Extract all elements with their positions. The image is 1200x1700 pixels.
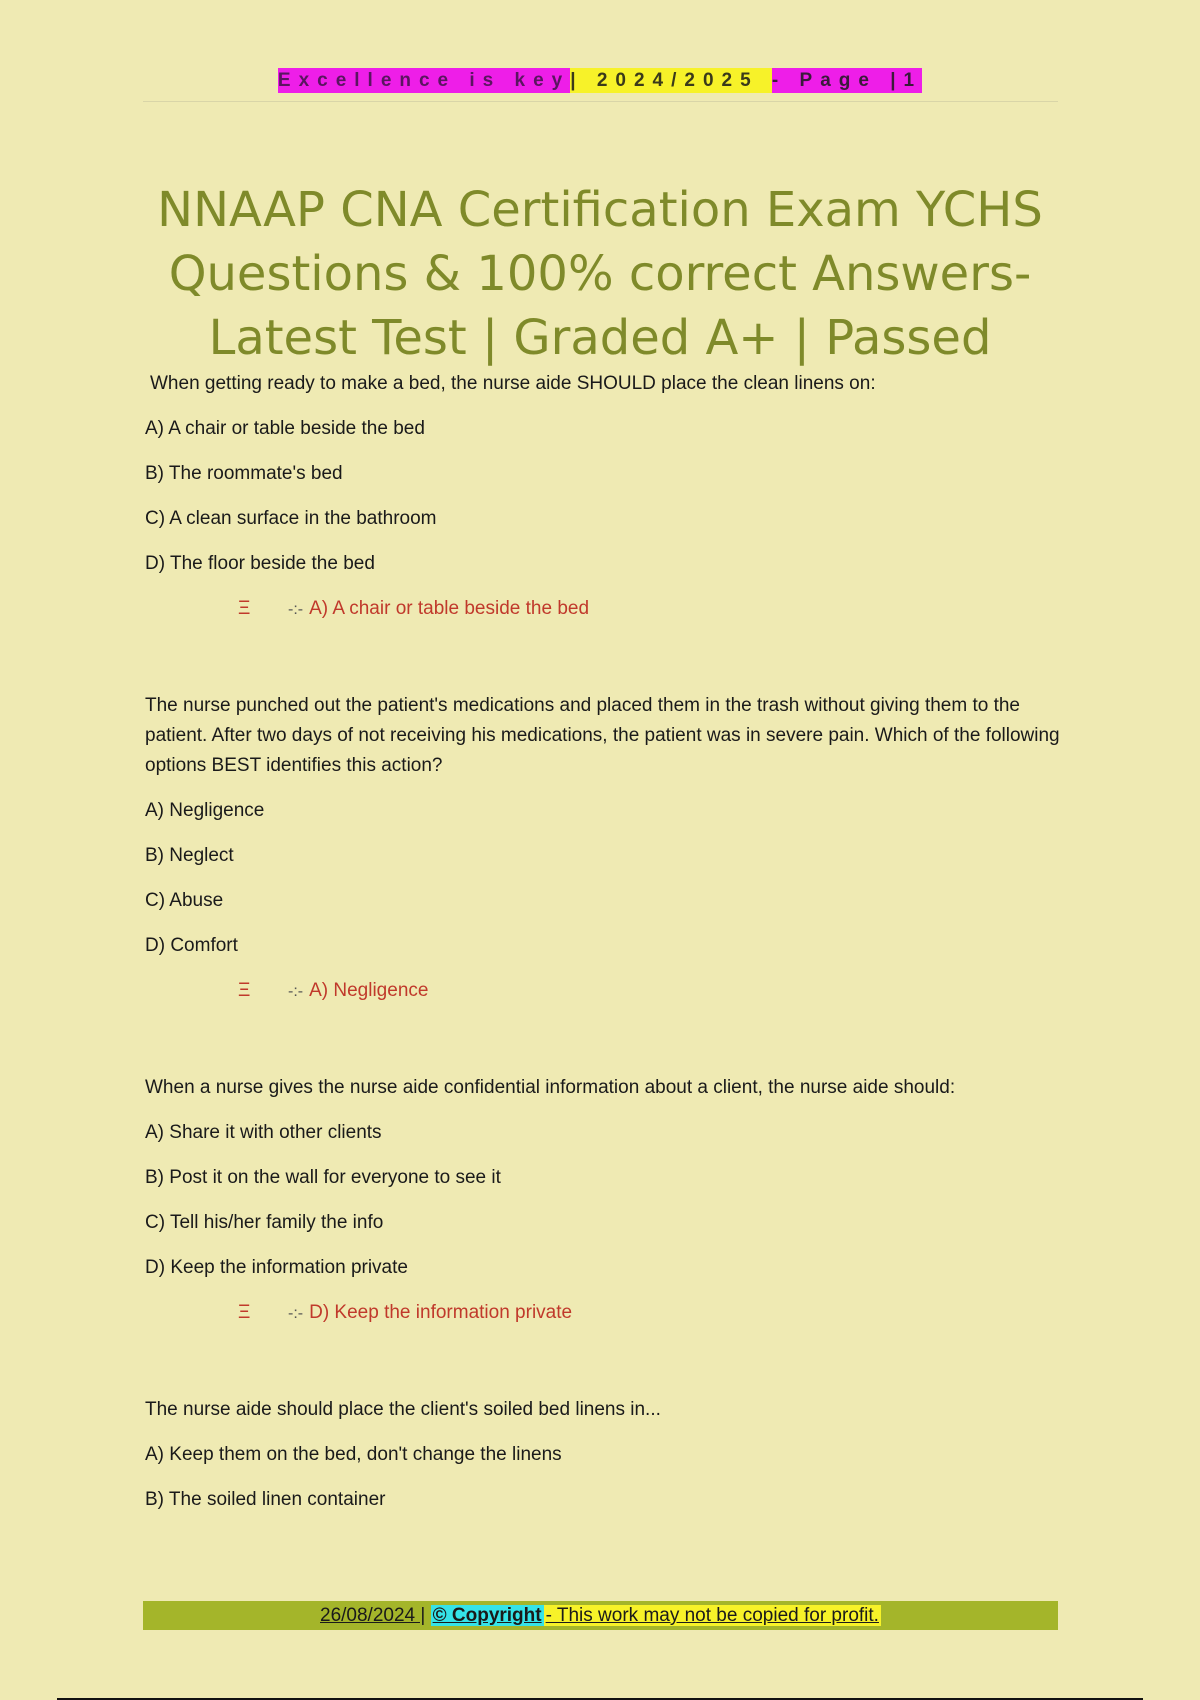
answer-option: A) Negligence <box>145 800 265 821</box>
answer-option: A) Share it with other clients <box>145 1122 382 1143</box>
answer-option: D) Comfort <box>145 935 238 956</box>
footer-note: - This work may not be copied for profit. <box>545 1605 879 1626</box>
answer-option: C) A clean surface in the bathroom <box>145 508 437 529</box>
correct-answer <box>145 976 1065 1007</box>
answer-separator: -:- <box>288 983 304 1000</box>
correct-answer <box>145 1298 1065 1329</box>
answer-option: B) Post it on the wall for everyone to see it <box>145 1167 501 1188</box>
answer-option: A) A chair or table beside the bed <box>145 418 425 439</box>
answer-marker-icon: Ξ <box>238 980 251 1001</box>
question-text: The nurse punched out the patient's medications and placed them in the trash without giving them to the patient. After two days of not receiving his medications, the patient was in severe pain. Which of the following options BEST identifies this action? <box>145 695 1060 776</box>
title-line-3: Latest Test | Graded A+ | Passed <box>208 310 992 366</box>
header-page-number: - Page |1 <box>771 70 923 91</box>
correct-answer-text: A) Negligence <box>309 980 429 1001</box>
footer-copyright: © Copyright <box>432 1605 542 1626</box>
question-block <box>145 1395 1065 1515</box>
page-header <box>0 70 1200 92</box>
answer-separator: -:- <box>288 1305 304 1322</box>
page-footer <box>143 1601 1058 1630</box>
question-text: The nurse aide should place the client's soiled bed linens in... <box>145 1399 661 1420</box>
answer-separator: -:- <box>288 601 304 618</box>
header-motto: Excellence is key <box>277 70 571 91</box>
answer-option: C) Tell his/her family the info <box>145 1212 384 1233</box>
answer-option: A) Keep them on the bed, don't change the linens <box>145 1444 562 1465</box>
answer-option: D) The floor beside the bed <box>145 553 375 574</box>
question-text: When getting ready to make a bed, the nurse aide SHOULD place the clean linens on: <box>150 373 876 394</box>
answer-option: B) The roommate's bed <box>145 463 343 484</box>
document-title <box>150 178 1050 370</box>
correct-answer-text: D) Keep the information private <box>309 1302 573 1323</box>
footer-date: 26/08/2024 | <box>320 1605 426 1626</box>
header-divider <box>143 101 1058 102</box>
title-line-1: NNAAP CNA Certification Exam YCHS <box>157 182 1043 238</box>
correct-answer-text: A) A chair or table beside the bed <box>309 598 590 619</box>
answer-option: B) Neglect <box>145 845 234 866</box>
correct-answer <box>145 594 1065 625</box>
title-line-2: Questions & 100% correct Answers- <box>168 246 1032 302</box>
answer-marker-icon: Ξ <box>238 1302 251 1323</box>
answer-option: D) Keep the information private <box>145 1257 408 1278</box>
question-block <box>145 369 1065 625</box>
answer-marker-icon: Ξ <box>238 598 251 619</box>
question-block <box>145 1073 1065 1329</box>
question-block <box>145 691 1065 1007</box>
header-year: | 2024/2025 <box>570 70 772 91</box>
question-list <box>145 369 1065 1581</box>
question-text: When a nurse gives the nurse aide confidential information about a client, the nurse aide should: <box>145 1077 956 1098</box>
answer-option: C) Abuse <box>145 890 224 911</box>
answer-option: B) The soiled linen container <box>145 1489 386 1510</box>
